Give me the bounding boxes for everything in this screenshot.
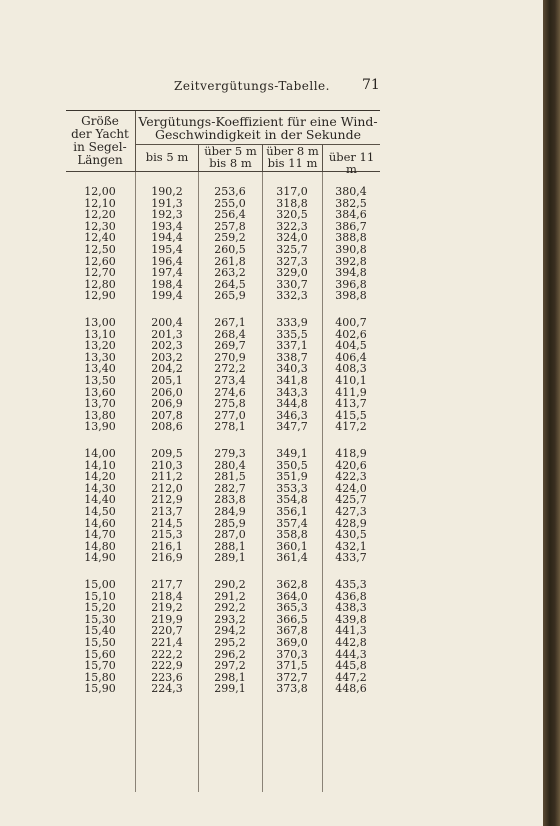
coef-8-11m-cell: 357,4 bbox=[276, 516, 308, 530]
yacht-size-cell: 15,80 bbox=[84, 670, 116, 684]
coef-8-11m-cell: 338,7 bbox=[276, 350, 308, 364]
coef-ueber-11m-cell: 402,6 bbox=[335, 327, 367, 341]
coef-5-8m-cell: 299,1 bbox=[214, 682, 246, 696]
coef-8-11m-cell: 324,0 bbox=[276, 231, 308, 245]
coef-ueber-11m-cell: 447,2 bbox=[335, 670, 367, 684]
coef-bis-5m-cell: 216,1 bbox=[151, 539, 183, 553]
coef-8-11m-cell: 361,4 bbox=[276, 551, 308, 565]
coef-ueber-11m-cell: 396,8 bbox=[335, 277, 367, 291]
yacht-size-cell: 12,20 bbox=[84, 208, 116, 222]
coef-8-11m-cell: 341,8 bbox=[276, 374, 308, 387]
table-row bbox=[66, 375, 380, 387]
coef-5-8m-cell: 272,2 bbox=[214, 362, 246, 376]
header-coefficient-line: Geschwindigkeit in der Sekunde bbox=[155, 127, 361, 142]
coef-bis-5m-cell: 215,3 bbox=[151, 528, 183, 542]
coef-5-8m-cell: 264,5 bbox=[214, 277, 246, 291]
coef-5-8m-cell: 283,8 bbox=[214, 493, 246, 507]
coef-5-8m-cell: 270,9 bbox=[214, 350, 246, 364]
coef-ueber-11m-cell: 445,8 bbox=[335, 659, 367, 673]
coef-bis-5m-cell: 193,4 bbox=[151, 219, 183, 233]
coef-8-11m-cell: 370,3 bbox=[276, 647, 308, 661]
coef-8-11m-cell: 362,8 bbox=[276, 578, 308, 591]
coef-8-11m-cell: 350,5 bbox=[276, 458, 308, 472]
yacht-size-cell: 15,10 bbox=[84, 589, 116, 603]
coef-ueber-11m-cell: 410,1 bbox=[335, 374, 367, 387]
header-coefficient-title bbox=[136, 115, 380, 141]
coef-5-8m-cell: 294,2 bbox=[214, 624, 246, 638]
coef-8-11m-cell: 356,1 bbox=[276, 505, 308, 518]
coef-5-8m-cell: 278,1 bbox=[214, 420, 246, 434]
coef-bis-5m-cell: 210,3 bbox=[151, 458, 183, 472]
header-yacht-size-line: Längen bbox=[77, 153, 123, 167]
header-wind-label: bis 8 m bbox=[209, 156, 252, 170]
coef-bis-5m-cell: 224,3 bbox=[151, 682, 183, 696]
coef-8-11m-cell: 367,8 bbox=[276, 624, 308, 638]
yacht-size-cell: 13,60 bbox=[84, 385, 116, 399]
coef-ueber-11m-cell: 428,9 bbox=[335, 516, 367, 530]
coef-5-8m-cell: 253,6 bbox=[214, 185, 246, 198]
coef-8-11m-cell: 325,7 bbox=[276, 243, 308, 256]
yacht-size-cell: 14,00 bbox=[84, 447, 116, 460]
coef-bis-5m-cell: 191,3 bbox=[151, 196, 183, 210]
coef-ueber-11m-cell: 413,7 bbox=[335, 397, 367, 411]
coef-ueber-11m-cell: 406,4 bbox=[335, 350, 367, 364]
coef-ueber-11m-cell: 404,5 bbox=[335, 339, 367, 353]
coef-bis-5m-cell: 216,9 bbox=[151, 551, 183, 565]
coef-ueber-11m-cell: 432,1 bbox=[335, 539, 367, 553]
table-header bbox=[66, 111, 380, 176]
header-coefficient-line: Vergütungs-Koeffizient für eine Wind- bbox=[138, 114, 378, 129]
coef-5-8m-cell: 292,2 bbox=[214, 601, 246, 615]
coef-5-8m-cell: 274,6 bbox=[214, 385, 246, 399]
coef-bis-5m-cell: 206,9 bbox=[151, 397, 183, 411]
coef-ueber-11m-cell: 439,8 bbox=[335, 612, 367, 626]
coef-5-8m-cell: 295,2 bbox=[214, 636, 246, 649]
coef-5-8m-cell: 284,9 bbox=[214, 505, 246, 518]
running-head bbox=[0, 79, 543, 99]
coef-8-11m-cell: 372,7 bbox=[276, 670, 308, 684]
coef-8-11m-cell: 347,7 bbox=[276, 420, 308, 434]
coef-bis-5m-cell: 211,2 bbox=[151, 470, 183, 484]
coef-5-8m-cell: 296,2 bbox=[214, 647, 246, 661]
coef-5-8m-cell: 259,2 bbox=[214, 231, 246, 245]
coef-8-11m-cell: 358,8 bbox=[276, 528, 308, 542]
coef-8-11m-cell: 340,3 bbox=[276, 362, 308, 376]
coef-ueber-11m-cell: 380,4 bbox=[335, 185, 367, 198]
coef-bis-5m-cell: 195,4 bbox=[151, 243, 183, 256]
yacht-size-cell: 14,50 bbox=[84, 505, 116, 518]
coef-ueber-11m-cell: 418,9 bbox=[335, 447, 367, 460]
coef-bis-5m-cell: 223,6 bbox=[151, 670, 183, 684]
header-wind-label: bis 5 m bbox=[145, 150, 189, 164]
coef-bis-5m-cell: 208,6 bbox=[151, 420, 183, 434]
coef-ueber-11m-cell: 386,7 bbox=[335, 219, 367, 233]
table-body bbox=[66, 172, 380, 792]
yacht-size-cell: 15,70 bbox=[84, 659, 116, 673]
yacht-size-cell: 15,20 bbox=[84, 601, 116, 615]
coef-ueber-11m-cell: 392,8 bbox=[335, 254, 367, 268]
yacht-size-cell: 13,00 bbox=[84, 316, 116, 329]
coef-5-8m-cell: 291,2 bbox=[214, 589, 246, 603]
yacht-size-cell: 13,30 bbox=[84, 350, 116, 364]
coef-8-11m-cell: 364,0 bbox=[276, 589, 308, 603]
coef-ueber-11m-cell: 427,3 bbox=[335, 505, 367, 518]
coef-ueber-11m-cell: 425,7 bbox=[335, 493, 367, 507]
coef-5-8m-cell: 279,3 bbox=[214, 447, 246, 460]
yacht-size-cell: 14,90 bbox=[84, 551, 116, 565]
coef-5-8m-cell: 256,4 bbox=[214, 208, 246, 222]
coef-ueber-11m-cell: 384,6 bbox=[335, 208, 367, 222]
coef-bis-5m-cell: 212,9 bbox=[151, 493, 183, 507]
coef-bis-5m-cell: 220,7 bbox=[151, 624, 183, 638]
coef-ueber-11m-cell: 411,9 bbox=[335, 385, 367, 399]
coef-8-11m-cell: 332,3 bbox=[276, 289, 308, 303]
coef-8-11m-cell: 330,7 bbox=[276, 277, 308, 291]
coef-5-8m-cell: 265,9 bbox=[214, 289, 246, 303]
yacht-size-cell: 13,70 bbox=[84, 397, 116, 411]
yacht-size-cell: 14,10 bbox=[84, 458, 116, 472]
header-yacht-size-line: Größe bbox=[81, 114, 119, 128]
coef-bis-5m-cell: 201,3 bbox=[151, 327, 183, 341]
header-wind-col-2 bbox=[199, 144, 262, 171]
yacht-size-cell: 13,90 bbox=[84, 420, 116, 434]
header-wind-col-4 bbox=[323, 144, 380, 176]
coef-8-11m-cell: 360,1 bbox=[276, 539, 308, 553]
coef-5-8m-cell: 298,1 bbox=[214, 670, 246, 684]
yacht-size-cell: 14,60 bbox=[84, 516, 116, 530]
yacht-size-cell: 15,30 bbox=[84, 612, 116, 626]
coef-5-8m-cell: 277,0 bbox=[214, 408, 246, 422]
coef-bis-5m-cell: 212,0 bbox=[151, 481, 183, 495]
coef-bis-5m-cell: 202,3 bbox=[151, 339, 183, 353]
coef-bis-5m-cell: 203,2 bbox=[151, 350, 183, 364]
table-row bbox=[66, 552, 380, 564]
coef-ueber-11m-cell: 441,3 bbox=[335, 624, 367, 638]
coef-ueber-11m-cell: 394,8 bbox=[335, 266, 367, 280]
coef-ueber-11m-cell: 390,8 bbox=[335, 243, 367, 256]
yacht-size-cell: 12,40 bbox=[84, 231, 116, 245]
coef-5-8m-cell: 290,2 bbox=[214, 578, 246, 591]
coef-5-8m-cell: 269,7 bbox=[214, 339, 246, 353]
coef-bis-5m-cell: 200,4 bbox=[151, 316, 183, 329]
table-row bbox=[66, 683, 380, 695]
coef-8-11m-cell: 373,8 bbox=[276, 682, 308, 696]
table-row bbox=[66, 290, 380, 302]
yacht-size-cell: 12,00 bbox=[84, 185, 116, 198]
table-row bbox=[66, 244, 380, 256]
coef-bis-5m-cell: 205,1 bbox=[151, 374, 183, 387]
coef-5-8m-cell: 263,2 bbox=[214, 266, 246, 280]
header-yacht-size-line: der Yacht bbox=[71, 127, 129, 141]
coef-ueber-11m-cell: 435,3 bbox=[335, 578, 367, 591]
yacht-size-cell: 14,80 bbox=[84, 539, 116, 553]
page-number: 71 bbox=[362, 77, 380, 93]
table-row bbox=[66, 448, 380, 460]
header-yacht-size bbox=[66, 115, 134, 167]
header-wind-label: über 8 m bbox=[266, 144, 319, 158]
coef-8-11m-cell: 337,1 bbox=[276, 339, 308, 353]
header-wind-col-1 bbox=[136, 144, 198, 171]
coef-5-8m-cell: 260,5 bbox=[214, 243, 246, 256]
coef-ueber-11m-cell: 422,3 bbox=[335, 470, 367, 484]
coef-bis-5m-cell: 217,7 bbox=[151, 578, 183, 591]
coef-ueber-11m-cell: 430,5 bbox=[335, 528, 367, 542]
coef-ueber-11m-cell: 442,8 bbox=[335, 636, 367, 649]
coef-5-8m-cell: 288,1 bbox=[214, 539, 246, 553]
table-row bbox=[66, 637, 380, 649]
coef-bis-5m-cell: 218,4 bbox=[151, 589, 183, 603]
coef-bis-5m-cell: 209,5 bbox=[151, 447, 183, 460]
yacht-size-cell: 14,20 bbox=[84, 470, 116, 484]
coef-ueber-11m-cell: 388,8 bbox=[335, 231, 367, 245]
coef-bis-5m-cell: 204,2 bbox=[151, 362, 183, 376]
coef-8-11m-cell: 343,3 bbox=[276, 385, 308, 399]
coef-8-11m-cell: 369,0 bbox=[276, 636, 308, 649]
coef-5-8m-cell: 282,7 bbox=[214, 481, 246, 495]
header-wind-label: über 11 m bbox=[328, 150, 375, 176]
coef-5-8m-cell: 287,0 bbox=[214, 528, 246, 542]
coef-8-11m-cell: 371,5 bbox=[276, 659, 308, 673]
coef-8-11m-cell: 317,0 bbox=[276, 185, 308, 198]
yacht-size-cell: 14,30 bbox=[84, 481, 116, 495]
header-wind-label: bis 11 m bbox=[267, 156, 318, 170]
coef-5-8m-cell: 267,1 bbox=[214, 316, 246, 329]
coef-ueber-11m-cell: 398,8 bbox=[335, 289, 367, 303]
coef-5-8m-cell: 255,0 bbox=[214, 196, 246, 210]
coef-8-11m-cell: 320,5 bbox=[276, 208, 308, 222]
header-wind-label: über 5 m bbox=[204, 144, 257, 158]
coef-8-11m-cell: 353,3 bbox=[276, 481, 308, 495]
coef-ueber-11m-cell: 400,7 bbox=[335, 316, 367, 329]
yacht-size-cell: 15,00 bbox=[84, 578, 116, 591]
yacht-size-cell: 13,10 bbox=[84, 327, 116, 341]
header-wind-col-3 bbox=[263, 144, 322, 171]
yacht-size-cell: 13,50 bbox=[84, 374, 116, 387]
coef-5-8m-cell: 297,2 bbox=[214, 659, 246, 673]
coef-ueber-11m-cell: 424,0 bbox=[335, 481, 367, 495]
coef-bis-5m-cell: 222,9 bbox=[151, 659, 183, 673]
coef-bis-5m-cell: 196,4 bbox=[151, 254, 183, 268]
coef-ueber-11m-cell: 382,5 bbox=[335, 196, 367, 210]
table-row bbox=[66, 421, 380, 433]
coef-ueber-11m-cell: 438,3 bbox=[335, 601, 367, 615]
coef-bis-5m-cell: 221,4 bbox=[151, 636, 183, 649]
coef-ueber-11m-cell: 408,3 bbox=[335, 362, 367, 376]
coef-ueber-11m-cell: 448,6 bbox=[335, 682, 367, 696]
coef-ueber-11m-cell: 444,3 bbox=[335, 647, 367, 661]
coef-5-8m-cell: 280,4 bbox=[214, 458, 246, 472]
coef-8-11m-cell: 335,5 bbox=[276, 327, 308, 341]
coef-8-11m-cell: 365,3 bbox=[276, 601, 308, 615]
coef-ueber-11m-cell: 417,2 bbox=[335, 420, 367, 434]
coef-bis-5m-cell: 206,0 bbox=[151, 385, 183, 399]
coef-5-8m-cell: 257,8 bbox=[214, 219, 246, 233]
header-yacht-size-line: in Segel- bbox=[73, 140, 127, 154]
coef-8-11m-cell: 366,5 bbox=[276, 612, 308, 626]
coef-ueber-11m-cell: 420,6 bbox=[335, 458, 367, 472]
coef-5-8m-cell: 281,5 bbox=[214, 470, 246, 484]
coef-8-11m-cell: 351,9 bbox=[276, 470, 308, 484]
yacht-size-cell: 15,60 bbox=[84, 647, 116, 661]
yacht-size-cell: 12,10 bbox=[84, 196, 116, 210]
coef-8-11m-cell: 327,3 bbox=[276, 254, 308, 268]
yacht-size-cell: 12,30 bbox=[84, 219, 116, 233]
coef-5-8m-cell: 268,4 bbox=[214, 327, 246, 341]
coef-8-11m-cell: 322,3 bbox=[276, 219, 308, 233]
yacht-size-cell: 12,70 bbox=[84, 266, 116, 280]
book-binding-edge bbox=[543, 0, 560, 826]
coef-bis-5m-cell: 219,2 bbox=[151, 601, 183, 615]
coef-bis-5m-cell: 199,4 bbox=[151, 289, 183, 303]
coef-8-11m-cell: 346,3 bbox=[276, 408, 308, 422]
yacht-size-cell: 13,80 bbox=[84, 408, 116, 422]
coef-bis-5m-cell: 198,4 bbox=[151, 277, 183, 291]
time-allowance-table bbox=[66, 110, 380, 792]
coef-ueber-11m-cell: 433,7 bbox=[335, 551, 367, 565]
coef-5-8m-cell: 261,8 bbox=[214, 254, 246, 268]
coef-8-11m-cell: 318,8 bbox=[276, 196, 308, 210]
coef-8-11m-cell: 349,1 bbox=[276, 447, 308, 460]
table-row bbox=[66, 506, 380, 518]
coef-bis-5m-cell: 213,7 bbox=[151, 505, 183, 518]
yacht-size-cell: 15,50 bbox=[84, 636, 116, 649]
coef-8-11m-cell: 333,9 bbox=[276, 316, 308, 329]
table-row bbox=[66, 317, 380, 329]
yacht-size-cell: 15,90 bbox=[84, 682, 116, 696]
coef-bis-5m-cell: 194,4 bbox=[151, 231, 183, 245]
coef-bis-5m-cell: 190,2 bbox=[151, 185, 183, 198]
coef-ueber-11m-cell: 415,5 bbox=[335, 408, 367, 422]
table-row bbox=[66, 186, 380, 198]
yacht-size-cell: 15,40 bbox=[84, 624, 116, 638]
coef-5-8m-cell: 289,1 bbox=[214, 551, 246, 565]
coef-bis-5m-cell: 197,4 bbox=[151, 266, 183, 280]
yacht-size-cell: 12,80 bbox=[84, 277, 116, 291]
coef-5-8m-cell: 285,9 bbox=[214, 516, 246, 530]
coef-8-11m-cell: 354,8 bbox=[276, 493, 308, 507]
coef-bis-5m-cell: 192,3 bbox=[151, 208, 183, 222]
coef-bis-5m-cell: 214,5 bbox=[151, 516, 183, 530]
yacht-size-cell: 12,50 bbox=[84, 243, 116, 256]
yacht-size-cell: 13,20 bbox=[84, 339, 116, 353]
yacht-size-cell: 14,70 bbox=[84, 528, 116, 542]
coef-8-11m-cell: 329,0 bbox=[276, 266, 308, 280]
yacht-size-cell: 13,40 bbox=[84, 362, 116, 376]
coef-bis-5m-cell: 219,9 bbox=[151, 612, 183, 626]
yacht-size-cell: 12,90 bbox=[84, 289, 116, 303]
yacht-size-cell: 12,60 bbox=[84, 254, 116, 268]
running-head-title: Zeitvergütungs-Tabelle. bbox=[174, 79, 330, 93]
coef-bis-5m-cell: 222,2 bbox=[151, 647, 183, 661]
coef-5-8m-cell: 275,8 bbox=[214, 397, 246, 411]
yacht-size-cell: 14,40 bbox=[84, 493, 116, 507]
coef-ueber-11m-cell: 436,8 bbox=[335, 589, 367, 603]
coef-5-8m-cell: 273,4 bbox=[214, 374, 246, 387]
coef-8-11m-cell: 344,8 bbox=[276, 397, 308, 411]
table-row bbox=[66, 579, 380, 591]
coef-5-8m-cell: 293,2 bbox=[214, 612, 246, 626]
coef-bis-5m-cell: 207,8 bbox=[151, 408, 183, 422]
